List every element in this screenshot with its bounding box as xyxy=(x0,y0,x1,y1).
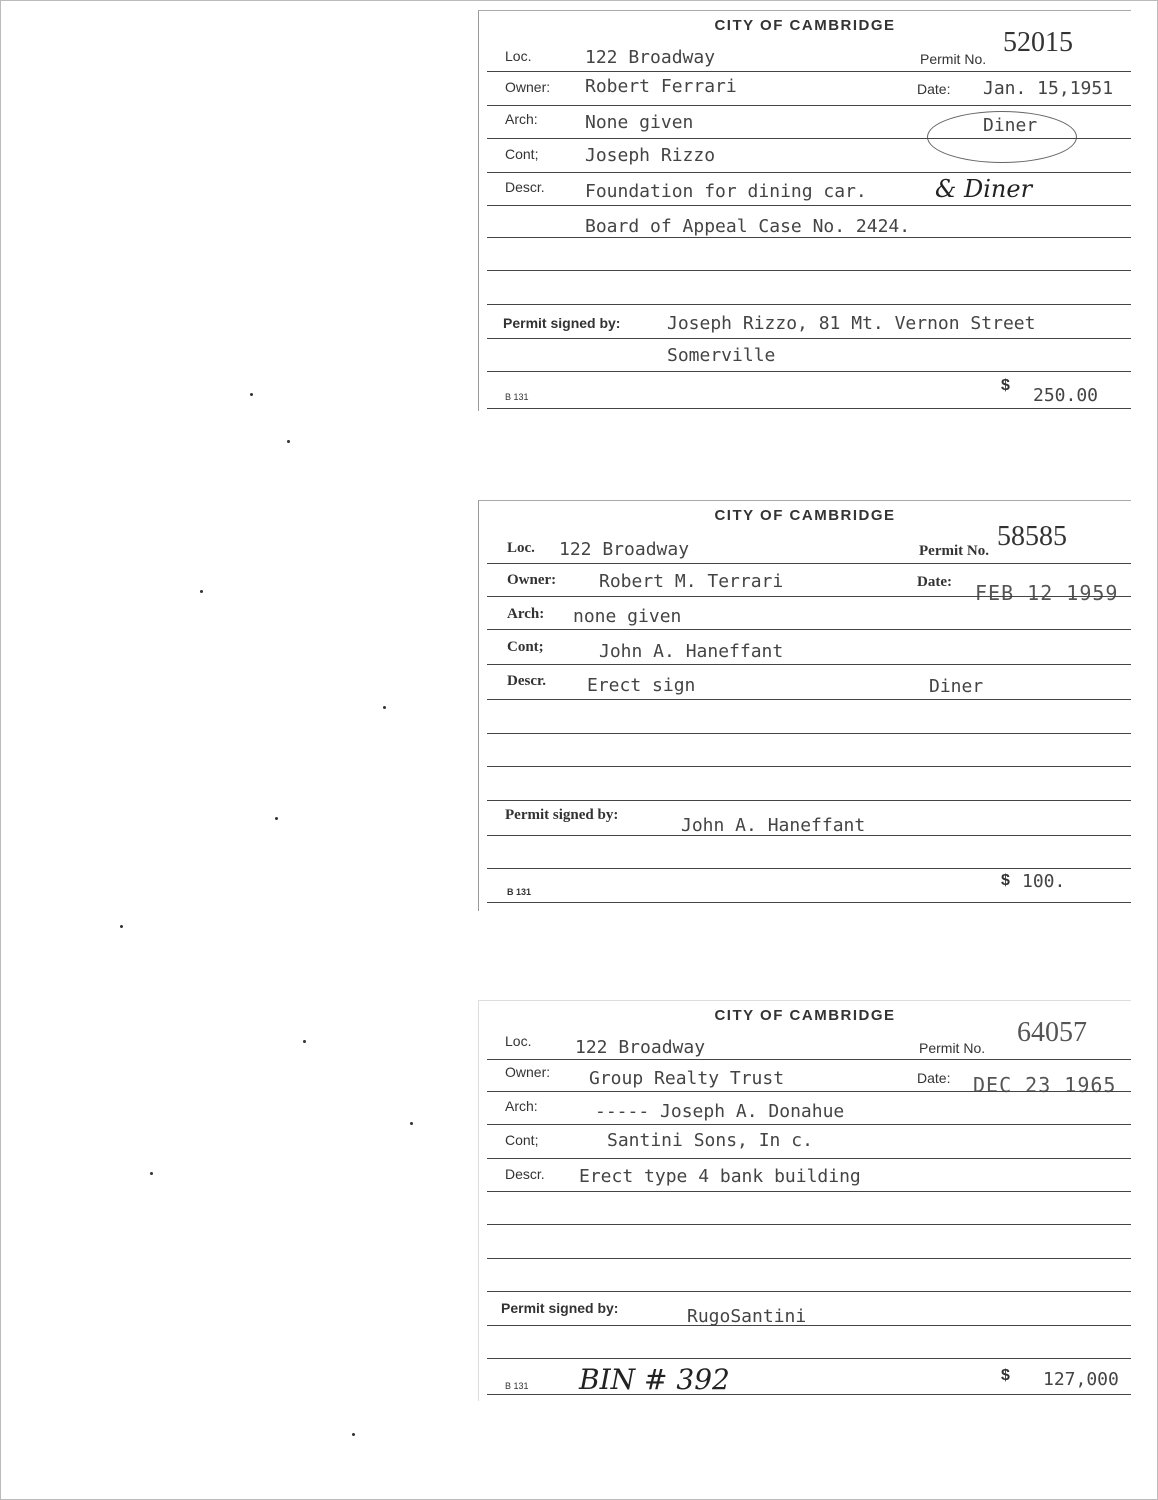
contractor-value: John A. Haneffant xyxy=(599,641,784,662)
scan-speck xyxy=(150,1172,153,1175)
rule xyxy=(487,237,1131,238)
rule xyxy=(487,1191,1131,1192)
rule xyxy=(487,338,1131,339)
rule xyxy=(487,1358,1131,1359)
cont-label: Cont; xyxy=(507,639,544,655)
loc-label: Loc. xyxy=(507,540,535,556)
rule xyxy=(487,835,1131,836)
signed-by-label: Permit signed by: xyxy=(505,807,619,823)
rule xyxy=(487,1325,1131,1326)
rule xyxy=(487,71,1131,72)
date-label: Date: xyxy=(917,1070,951,1086)
date-label: Date: xyxy=(917,81,951,97)
architect-value: None given xyxy=(585,112,694,133)
contractor-value: Santini Sons, In c. xyxy=(607,1130,813,1151)
fee-value: 250.00 xyxy=(1033,385,1099,406)
owner-label: Owner: xyxy=(507,572,557,588)
permit-number: 58585 xyxy=(997,521,1067,552)
scan-speck xyxy=(303,1040,306,1043)
rule xyxy=(487,371,1131,372)
form-code: B 131 xyxy=(505,1381,529,1391)
rule xyxy=(487,1258,1131,1259)
architect-value: none given xyxy=(573,606,682,627)
rule xyxy=(487,1394,1131,1395)
rule xyxy=(487,138,1131,139)
handwritten-note: & Diner xyxy=(935,175,1033,203)
descr-label: Descr. xyxy=(505,1166,545,1182)
description-line-2: Board of Appeal Case No. 2424. xyxy=(585,216,911,237)
rule xyxy=(487,105,1131,106)
location-value: 122 Broadway xyxy=(585,47,716,68)
rule xyxy=(487,1158,1131,1159)
rule xyxy=(487,1091,1131,1092)
architect-value: ----- Joseph A. Donahue xyxy=(595,1101,845,1122)
location-value: 122 Broadway xyxy=(559,539,690,560)
arch-label: Arch: xyxy=(505,1098,538,1114)
rule xyxy=(487,304,1131,305)
fee-value: 127,000 xyxy=(1043,1369,1119,1390)
rule xyxy=(487,699,1131,700)
dollar-sign: $ xyxy=(1001,872,1010,889)
cont-label: Cont; xyxy=(505,1132,539,1148)
use-value: Diner xyxy=(929,676,984,697)
rule xyxy=(487,868,1131,869)
rule xyxy=(487,172,1131,173)
permit-card-3 xyxy=(478,1000,1131,1401)
cont-label: Cont; xyxy=(505,146,539,162)
signed-by-line-1: John A. Haneffant xyxy=(681,815,866,836)
arch-label: Arch: xyxy=(505,111,538,127)
loc-label: Loc. xyxy=(505,48,532,64)
rule xyxy=(487,596,1131,597)
scan-speck xyxy=(287,440,290,443)
scan-speck xyxy=(250,393,253,396)
rule xyxy=(487,563,1131,564)
form-code: B 131 xyxy=(505,392,529,402)
location-value: 122 Broadway xyxy=(575,1037,706,1058)
loc-label: Loc. xyxy=(505,1033,532,1049)
owner-value: Robert Ferrari xyxy=(585,76,737,97)
dollar-sign: $ xyxy=(1001,377,1010,394)
scan-speck xyxy=(383,706,386,709)
rule xyxy=(487,766,1131,767)
permit-number: 64057 xyxy=(1017,1017,1087,1048)
signed-by-line-1: RugoSantini xyxy=(687,1306,807,1327)
form-code: B 131 xyxy=(507,887,532,897)
scan-speck xyxy=(352,1433,355,1436)
scan-speck xyxy=(275,817,278,820)
rule xyxy=(487,1059,1131,1060)
owner-value: Robert M. Terrari xyxy=(599,571,784,592)
owner-label: Owner: xyxy=(505,1064,551,1080)
rule xyxy=(487,902,1131,903)
fee-value: 100. xyxy=(1022,871,1066,892)
rule xyxy=(487,664,1131,665)
rule xyxy=(487,205,1131,206)
scan-speck xyxy=(410,1122,413,1125)
permit-no-label: Permit No. xyxy=(919,543,989,559)
signed-by-label: Permit signed by: xyxy=(501,1300,619,1316)
dollar-sign: $ xyxy=(1001,1367,1010,1384)
card-title: CITY OF CAMBRIDGE xyxy=(714,17,896,34)
rule xyxy=(487,1224,1131,1225)
permit-no-label: Permit No. xyxy=(919,1040,986,1056)
owner-value: Group Realty Trust xyxy=(589,1068,785,1089)
rule xyxy=(487,800,1131,801)
signed-by-line-1: Joseph Rizzo, 81 Mt. Vernon Street xyxy=(667,313,1036,334)
permit-card-2 xyxy=(478,500,1131,911)
arch-label: Arch: xyxy=(507,606,545,622)
owner-label: Owner: xyxy=(505,79,551,95)
scan-speck xyxy=(120,925,123,928)
scan-speck xyxy=(200,590,203,593)
signed-by-line-2: Somerville xyxy=(667,345,776,366)
permit-no-label: Permit No. xyxy=(920,51,987,67)
date-value: Jan. 15,1951 xyxy=(983,78,1114,99)
contractor-value: Joseph Rizzo xyxy=(585,145,716,166)
rule xyxy=(487,408,1131,409)
description-line-1: Erect sign xyxy=(587,675,696,696)
card-title: CITY OF CAMBRIDGE xyxy=(714,1007,896,1024)
card-title: CITY OF CAMBRIDGE xyxy=(714,507,896,524)
description-line-1: Erect type 4 bank building xyxy=(579,1166,861,1187)
signed-by-label: Permit signed by: xyxy=(503,315,621,331)
date-stamp: DEC 23 1965 xyxy=(973,1073,1117,1097)
descr-label: Descr. xyxy=(505,179,545,195)
rule xyxy=(487,1124,1131,1125)
permit-number: 52015 xyxy=(1003,27,1073,58)
date-label: Date: xyxy=(917,574,952,590)
descr-label: Descr. xyxy=(507,673,547,689)
bin-handwritten-note: BIN # 392 xyxy=(579,1363,730,1396)
rule xyxy=(487,733,1131,734)
rule xyxy=(487,270,1131,271)
use-value: Diner xyxy=(983,115,1038,136)
rule xyxy=(487,1291,1131,1292)
permit-card-1 xyxy=(478,10,1131,411)
description-line-1: Foundation for dining car. xyxy=(585,181,867,202)
rule xyxy=(487,629,1131,630)
date-stamp: FEB 12 1959 xyxy=(975,581,1119,605)
